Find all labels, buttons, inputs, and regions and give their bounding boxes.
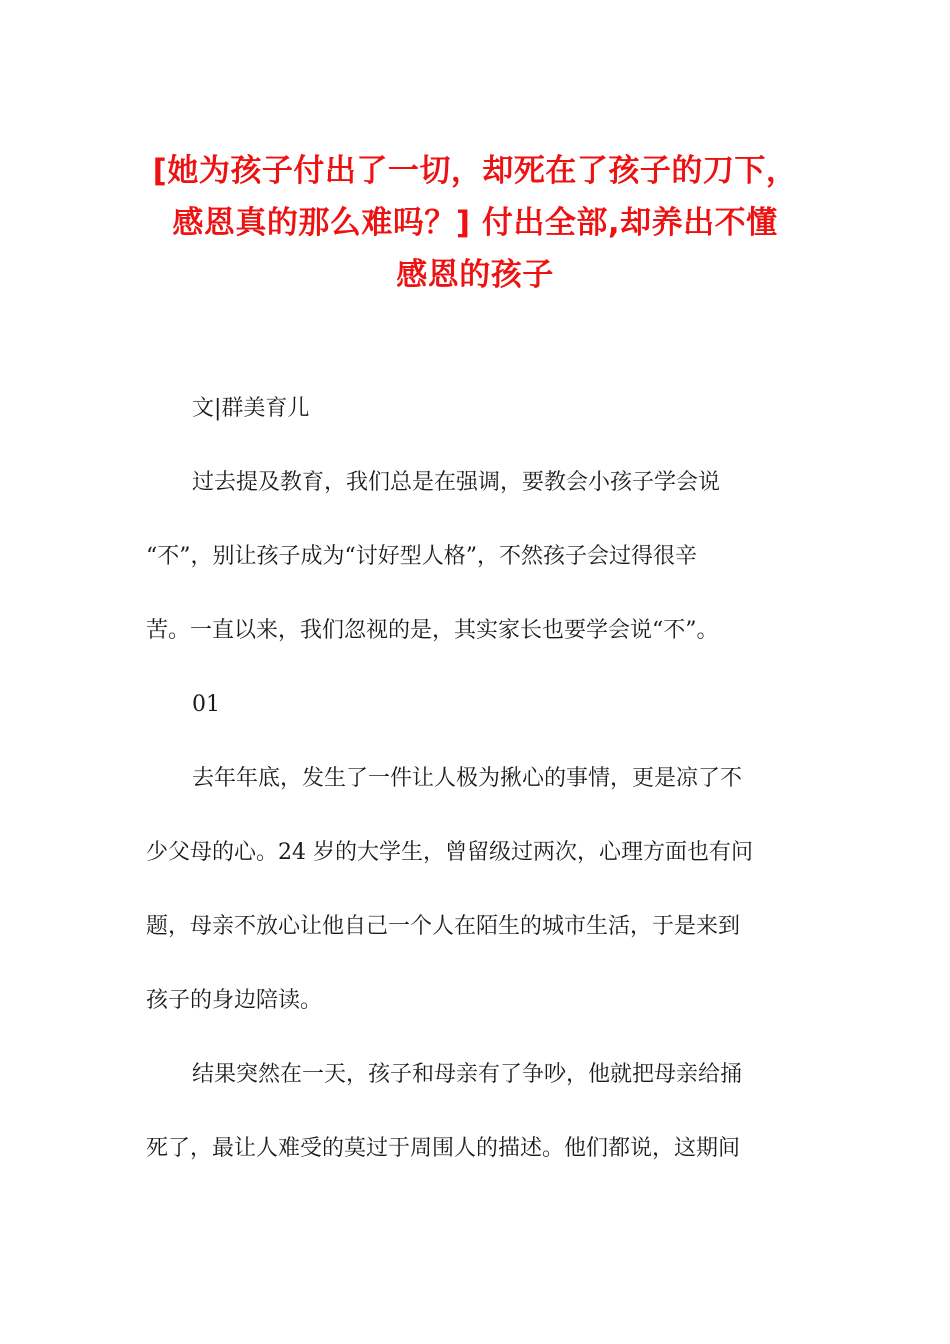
article-body [146, 372, 796, 1186]
paragraph [146, 446, 796, 668]
byline: 文|群美育儿 [192, 396, 310, 421]
title-line: [她为孩子付出了一切，却死在了孩子的刀下， [152, 153, 798, 189]
paragraph-line: 去年年底，发生了一件让人极为揪心的事情，更是凉了不 [192, 766, 743, 791]
section-number: 01 [192, 692, 220, 717]
title-line: 感恩真的那么难吗？] 付出全部,却养出不懂 [172, 205, 778, 241]
paragraph-line: 题，母亲不放心让他自己一个人在陌生的城市生活，于是来到 [146, 914, 741, 939]
paragraph-line: 苦。一直以来，我们忽视的是，其实家长也要学会说“不”。 [146, 618, 719, 643]
paragraph [146, 1038, 796, 1186]
title-line: 感恩的孩子 [396, 257, 554, 293]
article-title [110, 145, 840, 301]
paragraph [146, 742, 796, 1038]
paragraph-line: 过去提及教育，我们总是在强调，要教会小孩子学会说 [192, 470, 721, 495]
paragraph-line: 少父母的心。24 岁的大学生，曾留级过两次，心理方面也有问 [146, 840, 753, 865]
paragraph-line: 孩子的身边陪读。 [146, 988, 323, 1013]
paragraph-line: 死了，最让人难受的莫过于周围人的描述。他们都说，这期间 [146, 1136, 741, 1161]
paragraph-line: 结果突然在一天，孩子和母亲有了争吵，他就把母亲给捅 [192, 1062, 743, 1087]
paragraph-line: “不”，别让孩子成为“讨好型人格”，不然孩子会过得很辛 [146, 544, 697, 569]
